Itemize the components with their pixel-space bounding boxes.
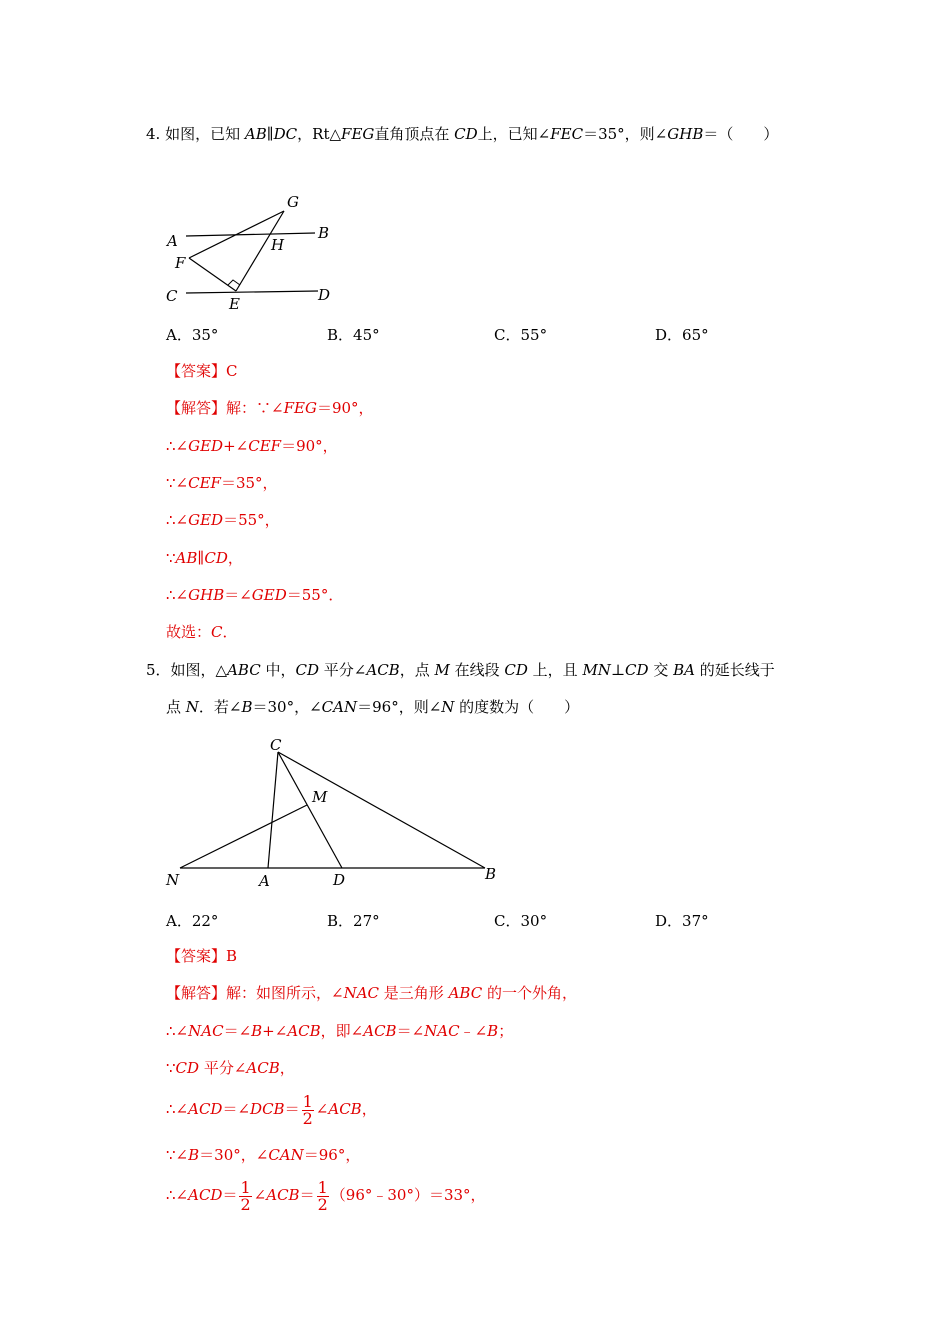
- line-cd: [186, 291, 318, 293]
- q5-option-d: D．37°: [655, 912, 709, 930]
- q4-step-3: ∵∠CEF＝35°，: [166, 474, 278, 492]
- q5-step-4: ∴∠ACD＝∠DCB＝ $\frac{1}{2}$ ∠ACB，: [166, 1091, 377, 1128]
- q4-step-6: ∴∠GHB＝∠GED＝55°．: [166, 586, 344, 604]
- segment-nm: [180, 805, 307, 868]
- label-d: D: [333, 871, 346, 889]
- label-f: F: [175, 254, 186, 272]
- label-g: G: [287, 193, 299, 211]
- q5-step-3: ∵CD 平分∠ACB，: [166, 1059, 295, 1077]
- q5-answer: 【答案】B: [166, 947, 238, 965]
- segment-ca: [268, 752, 278, 868]
- line-ab: [186, 233, 315, 236]
- q5-step-2: ∴∠NAC＝∠B+∠ACB，即∠ACB＝∠NAC﹣∠B；: [166, 1022, 514, 1040]
- q4-step-7: 故选：C．: [166, 623, 238, 641]
- q4-option-c: C．55°: [494, 326, 548, 344]
- q4-option-d: D．65°: [655, 326, 709, 344]
- q4-step-4: ∴∠GED＝55°，: [166, 511, 280, 529]
- segment-fe: [189, 258, 236, 291]
- q5-step-1: 【解答】解：如图所示，∠NAC 是三角形 ABC 的一个外角，: [166, 984, 577, 1002]
- label-d: D: [318, 286, 331, 304]
- label-e: E: [229, 295, 240, 313]
- q4-figure: [150, 185, 350, 315]
- q4-option-b: B．45°: [327, 326, 380, 344]
- q5-figure: [160, 730, 510, 895]
- q5-step-6: ∴∠ACD＝ $\frac{1}{2}$ ∠ACB＝ $\frac{1}{2}$ （96°﹣30°）＝33°，: [166, 1177, 486, 1214]
- q5-step-5: ∵∠B＝30°，∠CAN＝96°，: [166, 1146, 361, 1164]
- q5-option-a: A．22°: [166, 912, 219, 930]
- label-b: B: [485, 865, 497, 883]
- label-n: N: [166, 871, 180, 889]
- label-h: H: [271, 236, 285, 254]
- q4-step-1: 【解答】解：∵∠FEG＝90°，: [166, 399, 374, 417]
- q5-option-b: B．27°: [327, 912, 380, 930]
- q4-step-2: ∴∠GED+∠CEF＝90°，: [166, 437, 338, 455]
- q4-answer: 【答案】C: [166, 362, 238, 380]
- label-b: B: [318, 224, 330, 242]
- label-c: C: [270, 736, 282, 754]
- label-c: C: [166, 287, 178, 305]
- q4-stem: 4. 如图，已知 AB∥DC，Rt△FEG直角顶点在 CD上，已知∠FEC＝35°，则∠GHB＝（ ）: [146, 125, 779, 143]
- label-a: A: [259, 872, 270, 890]
- fraction-half: $\frac{1}{2}$: [302, 1091, 313, 1128]
- fraction-half: $\frac{1}{2}$: [240, 1177, 251, 1214]
- q4-option-a: A．35°: [166, 326, 219, 344]
- segment-cb: [278, 752, 485, 868]
- label-m: M: [312, 788, 328, 806]
- right-angle-mark: [228, 280, 240, 285]
- label-a: A: [167, 232, 178, 250]
- q5-option-c: C．30°: [494, 912, 548, 930]
- q5-stem-line-2: 点 N．若∠B＝30°，∠CAN＝96°，则∠N 的度数为（ ）: [166, 698, 580, 716]
- q4-step-5: ∵AB∥CD，: [166, 549, 243, 567]
- q5-stem-line-1: 5．如图，△ABC 中，CD 平分∠ACB，点 M 在线段 CD 上，且 MN⊥CD 交 BA 的延长线于: [146, 661, 775, 679]
- fraction-half: $\frac{1}{2}$: [317, 1177, 328, 1214]
